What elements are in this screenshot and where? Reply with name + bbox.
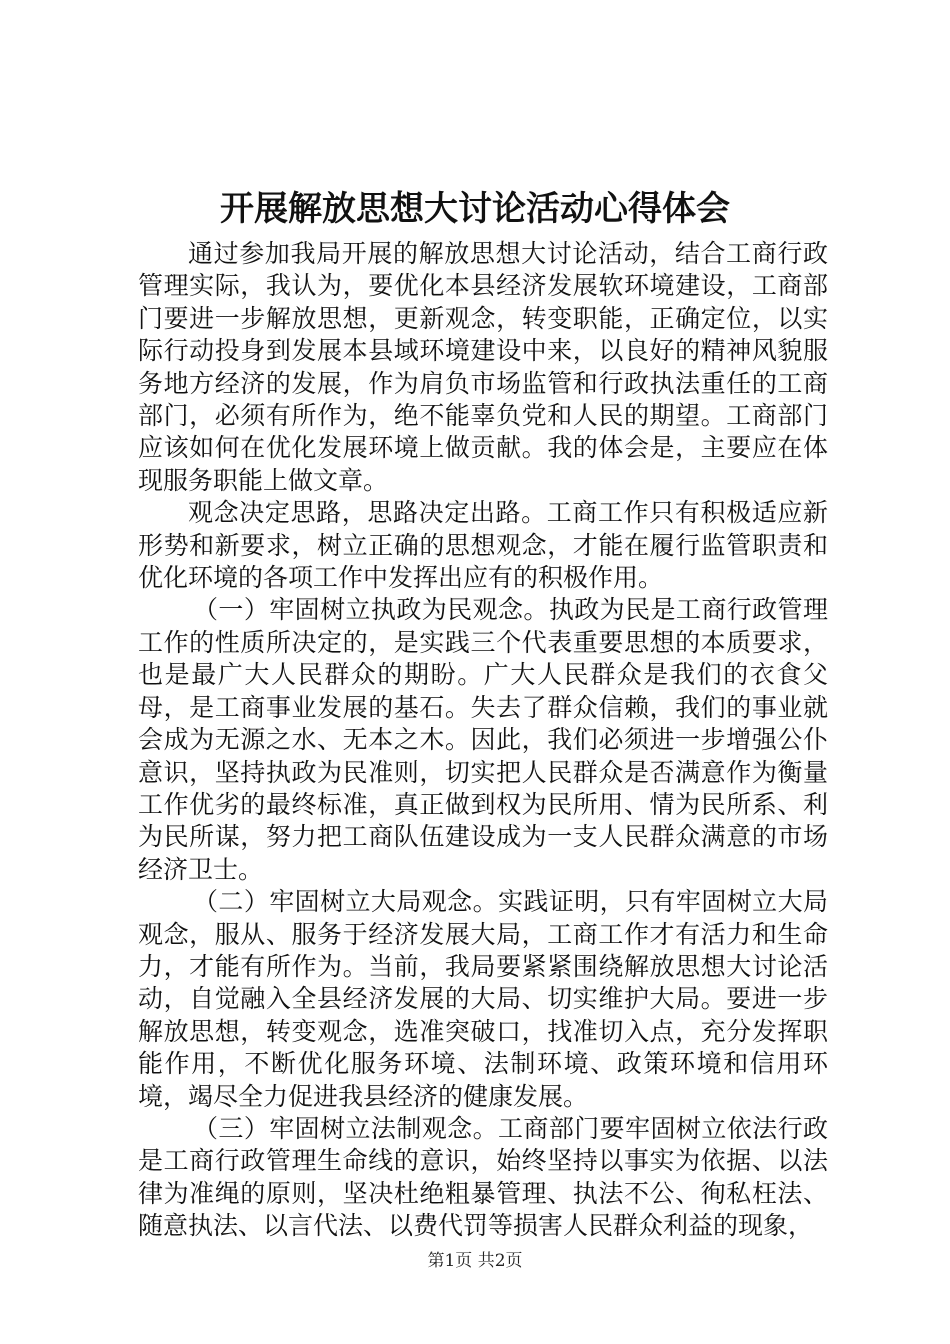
paragraph-section-3: （三）牢固树立法制观念。工商部门要牢固树立依法行政是工商行政管理生命线的意识，始终坚持以事实为依据、以法律为准绳的原则，坚决杜绝粗暴管理、执法不公、徇私枉法、随意执法、以言代法、以费代罚等损害人民群众利益的现象， — [138, 1113, 828, 1241]
document-body — [138, 238, 828, 1243]
paragraph-concept: 观念决定思路，思路决定出路。工商工作只有积极适应新形势和新要求，树立正确的思想观念，才能在履行监管职责和优化环境的各项工作中发挥出应有的积极作用。 — [138, 498, 828, 593]
paragraph-intro: 通过参加我局开展的解放思想大讨论活动，结合工商行政管理实际，我认为，要优化本县经济发展软环境建设，工商部门要进一步解放思想，更新观念，转变职能，正确定位，以实际行动投身到发展本县域环境建设中来，以良好的精神风貌服务地方经济的发展，作为肩负市场监管和行政执法重任的工商部门，必须有所作为，绝不能辜负党和人民的期望。工商部门应该如何在优化发展环境上做贡献。我的体会是，主要应在体现服务职能上做文章。 — [138, 239, 828, 495]
paragraph-section-1: （一）牢固树立执政为民观念。执政为民是工商行政管理工作的性质所决定的，是实践三个代表重要思想的本质要求，也是最广大人民群众的期盼。广大人民群众是我们的衣食父母，是工商事业发展的基石。失去了群众信赖，我们的事业就会成为无源之水、无本之木。因此，我们必须进一步增强公仆意识，坚持执政为民准则，切实把人民群众是否满意作为衡量工作优劣的最终标准，真正做到权为民所用、情为民所系、利为民所谋，努力把工商队伍建设成为一支人民群众满意的市场经济卫士。 — [138, 595, 828, 884]
paragraph-section-2: （二）牢固树立大局观念。实践证明，只有牢固树立大局观念，服从、服务于经济发展大局，工商工作才有活力和生命力，才能有所作为。当前，我局要紧紧围绕解放思想大讨论活动，自觉融入全县经济发展的大局、切实维护大局。要进一步解放思想，转变观念，选准突破口，找准切入点，充分发挥职能作用，不断优化服务环境、法制环境、政策环境和信用环境，竭尽全力促进我县经济的健康发展。 — [138, 887, 828, 1111]
document-title: 开展解放思想大讨论活动心得体会 — [220, 189, 730, 229]
page-number-footer: 第1页 共2页 — [427, 1251, 523, 1271]
